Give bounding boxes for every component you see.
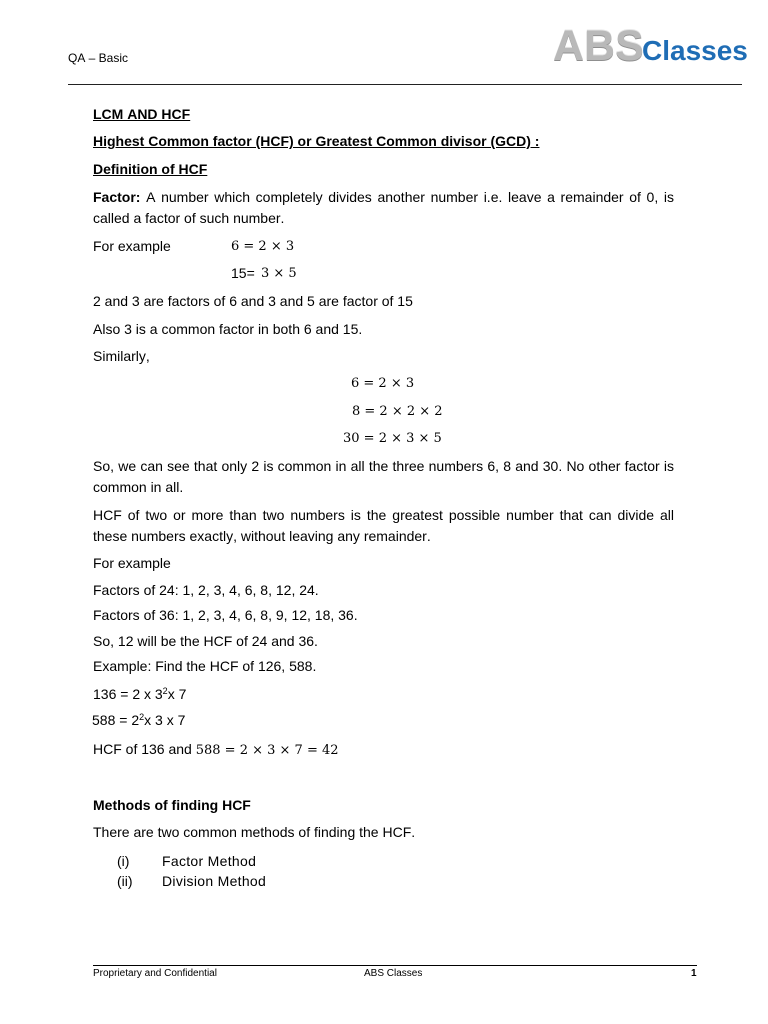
factorization-588-base: 588 = 2 [92, 712, 140, 728]
factors-of-24: Factors of 24: 1, 2, 3, 4, 6, 8, 12, 24. [93, 582, 319, 598]
hcf-result-text: HCF of 136 and [93, 741, 192, 757]
factorization-588-rest: x 3 x 7 [144, 712, 186, 728]
common-factor-statement: Also 3 is a common factor in both 6 and 15. [93, 321, 363, 337]
footer-brand: ABS Classes [364, 968, 423, 979]
factor-term: Factor: [93, 189, 141, 205]
header-divider [68, 84, 742, 85]
footer-divider [93, 965, 697, 966]
example-2-label: For example [93, 555, 171, 571]
section-label: QA – Basic [68, 51, 129, 65]
factorization-30: 30 = 2 × 3 × 5 [343, 431, 442, 446]
methods-intro: There are two common methods of finding the HCF. [93, 824, 416, 840]
abs-classes-logo [553, 22, 749, 70]
factor-definition [93, 187, 674, 229]
example-prompt: Example: Find the HCF of 126, 588. [93, 658, 317, 674]
factorization-136-base: 136 = 2 x 3 [93, 686, 163, 702]
example-1-label: For example [93, 238, 171, 254]
factorization-136-rest: x 7 [167, 686, 187, 702]
factorization-8: 8 = 2 × 2 × 2 [352, 404, 443, 419]
similarly-label: Similarly, [93, 348, 150, 364]
method-item-marker: (i) [117, 853, 130, 869]
method-item [0, 871, 768, 892]
example-equation-15-prefix: 15= [231, 265, 255, 281]
method-item-marker: (ii) [117, 873, 133, 889]
method-item-label: Factor Method [162, 853, 257, 869]
hcf-conclusion: So, 12 will be the HCF of 24 and 36. [93, 633, 318, 649]
method-item [0, 851, 768, 872]
factorization-588-exponent: 2 [139, 712, 145, 722]
factors-of-36: Factors of 36: 1, 2, 3, 4, 6, 8, 9, 12, 18, 36. [93, 607, 358, 623]
example-equation-15 [0, 263, 768, 284]
page-number: 1 [691, 968, 697, 979]
factorization-588 [92, 710, 185, 731]
factorization-136 [93, 684, 186, 705]
hcf-result [93, 739, 339, 761]
example-equation-15-math: 3 × 5 [261, 266, 297, 281]
lesson-title: LCM AND HCF [93, 106, 191, 122]
example-equation-6: 6 = 2 × 3 [231, 239, 295, 254]
factorization-136-exponent: 2 [162, 686, 168, 696]
common-observation-paragraph: So, we can see that only 2 is common in all the three numbers 6, 8 and 30. No other factor is common in all. [93, 458, 674, 495]
factorization-6: 6 = 2 × 3 [351, 376, 415, 391]
logo-abs-text: ABS [553, 22, 644, 70]
factors-statement: 2 and 3 are factors of 6 and 3 and 5 are factor of 15 [93, 293, 413, 309]
hcf-heading: Highest Common factor (HCF) or Greatest Common divisor (GCD) : [93, 133, 540, 149]
example-1-row [0, 236, 768, 257]
factor-description: A number which completely divides another number i.e. leave a remainder of 0, is called a factor of such number. [93, 189, 674, 226]
footer-confidential: Proprietary and Confidential [93, 968, 217, 979]
logo-classes-text: Classes [642, 35, 748, 66]
methods-heading: Methods of finding HCF [93, 797, 251, 813]
hcf-definition-paragraph: HCF of two or more than two numbers is the greatest possible number that can divide all these numbers exactly, without leaving any remainder. [93, 507, 674, 544]
method-item-label: Division Method [162, 873, 267, 889]
hcf-result-math: 588 = 2 × 3 × 7 = 42 [195, 743, 339, 758]
definition-heading: Definition of HCF [93, 161, 208, 177]
